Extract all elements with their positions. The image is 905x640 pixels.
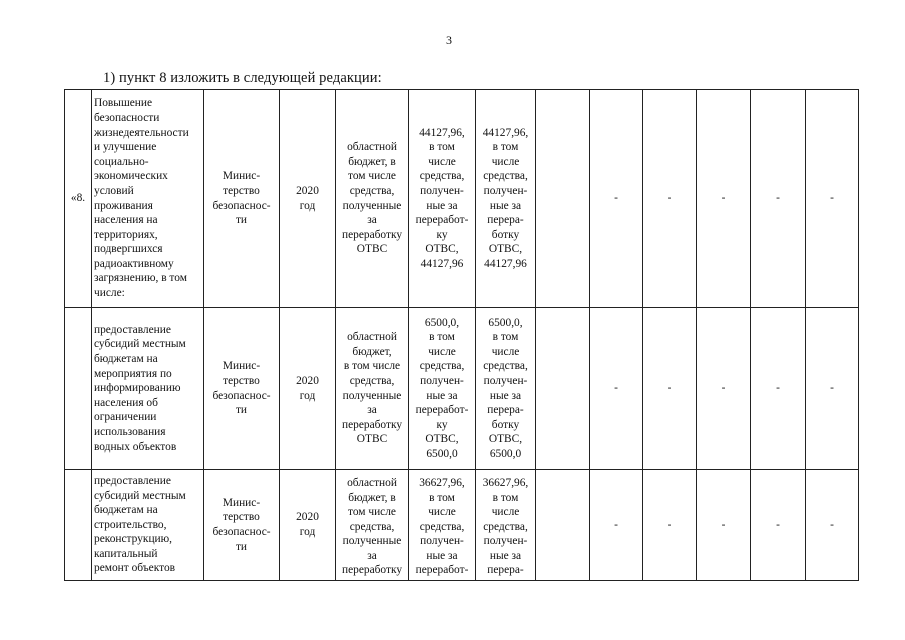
measure-name: предоставление субсидий местным бюджетам на мероприятия по информированию населения об ограничении использования водных объектов (92, 308, 204, 470)
dash-cell: - (806, 308, 859, 470)
period: 2020 год (280, 90, 336, 308)
funding-source: областной бюджет, в том числе средства, полученные за переработку (336, 470, 409, 581)
executor: Минис- терство безопаснос- ти (204, 470, 280, 581)
table-row (65, 308, 859, 470)
dash-cell: - (806, 90, 859, 308)
program-table (64, 89, 859, 581)
dash-cell: - (643, 90, 697, 308)
amount-year: 44127,96, в том числе средства, получен- ные за перера- ботку ОТВС, 44127,96 (476, 90, 536, 308)
measure-name: предоставление субсидий местным бюджетам на строительство, реконструкцию, капитальный ремонт объектов (92, 470, 204, 581)
funding-source: областной бюджет, в том числе средства, полученные за переработку ОТВС (336, 308, 409, 470)
executor: Минис- терство безопаснос- ти (204, 308, 280, 470)
dash-cell: - (751, 90, 806, 308)
amount-total: 6500,0, в том числе средства, получен- ные за переработ- ку ОТВС, 6500,0 (409, 308, 476, 470)
page-number: 3 (446, 33, 452, 47)
amount-total: 44127,96, в том числе средства, получен- ные за переработ- ку ОТВС, 44127,96 (409, 90, 476, 308)
amount-year: 6500,0, в том числе средства, получен- ные за перера- ботку ОТВС, 6500,0 (476, 308, 536, 470)
dash-cell: - (697, 308, 751, 470)
dash-cell: - (697, 90, 751, 308)
funding-source: областной бюджет, в том числе средства, полученные за переработку ОТВС (336, 90, 409, 308)
executor: Минис- терство безопаснос- ти (204, 90, 280, 308)
empty-cell (536, 308, 590, 470)
dash-cell: - (590, 90, 643, 308)
dash-cell: - (643, 470, 697, 581)
amount-total: 36627,96, в том числе средства, получен- ные за переработ- (409, 470, 476, 581)
row-number (65, 308, 92, 470)
dash-cell: - (751, 308, 806, 470)
empty-cell (536, 90, 590, 308)
table-row (65, 470, 859, 581)
dash-cell: - (751, 470, 806, 581)
table-row (65, 90, 859, 308)
period: 2020 год (280, 470, 336, 581)
row-number: «8. (65, 90, 92, 308)
measure-name: Повышение безопасности жизнедеятельности и улучшение социально- экономических условий проживания населения на территориях, подвергшихся радиоактивному загрязнению, в том числе: (92, 90, 204, 308)
empty-cell (536, 470, 590, 581)
dash-cell: - (697, 470, 751, 581)
intro-text: 1) пункт 8 изложить в следующей редакции: (103, 70, 382, 86)
amount-year: 36627,96, в том числе средства, получен- ные за перера- (476, 470, 536, 581)
row-number (65, 470, 92, 581)
period: 2020 год (280, 308, 336, 470)
dash-cell: - (590, 308, 643, 470)
dash-cell: - (643, 308, 697, 470)
dash-cell: - (590, 470, 643, 581)
dash-cell: - (806, 470, 859, 581)
